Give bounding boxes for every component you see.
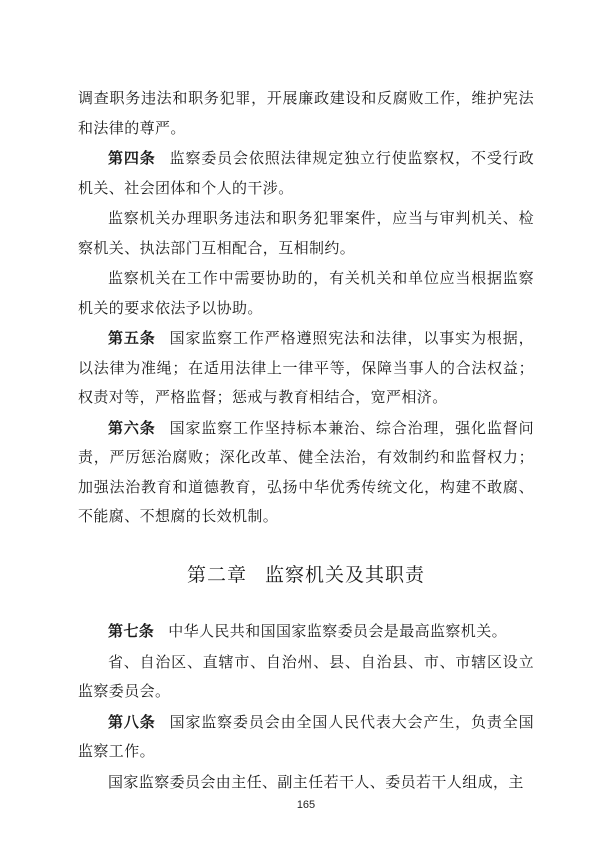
paragraph-text: 监察机关在工作中需要协助的，有关机关和单位应当根据监察机关的要求依法予以协助。 <box>78 269 534 317</box>
chapter-number: 第二章 <box>186 564 247 586</box>
article-label: 第六条 <box>108 418 156 437</box>
paragraph-text: 国家监察工作坚持标本兼治、综合治理，强化监督问责，严厉惩治腐败；深化改革、健全法治，有效制约和监督权力；加强法治教育和道德教育，弘扬中华优秀传统文化，构建不敢腐、不能腐、不想腐的长效机制。 <box>78 418 534 525</box>
paragraph-text: 监察机关办理职务违法和职务犯罪案件，应当与审判机关、检察机关、执法部门互相配合，互相制约。 <box>78 209 534 257</box>
article-label: 第八条 <box>108 712 156 731</box>
paragraph-text: 省、自治区、直辖市、自治州、县、自治县、市、市辖区设立监察委员会。 <box>78 652 534 700</box>
chapter-title: 监察机关及其职责 <box>265 564 426 586</box>
paragraph-text: 国家监察委员会由主任、副主任若干人、委员若干人组成，主 <box>108 772 524 791</box>
article-7 <box>78 617 534 647</box>
article-6 <box>78 414 534 532</box>
paragraph-text: 监察委员会依照法律规定独立行使监察权，不受行政机关、社会团体和个人的干涉。 <box>78 149 534 197</box>
paragraph <box>78 768 534 798</box>
document-body-top <box>78 84 534 533</box>
article-5 <box>78 324 534 413</box>
paragraph <box>78 264 534 323</box>
paragraph-text: 中华人民共和国国家监察委员会是最高监察机关。 <box>168 622 508 640</box>
paragraph <box>78 204 534 263</box>
article-label: 第五条 <box>108 329 156 347</box>
article-8 <box>78 708 534 767</box>
article-4 <box>78 144 534 203</box>
paragraph <box>78 648 534 707</box>
paragraph-text: 国家监察委员会由全国人民代表大会产生，负责全国监察工作。 <box>78 712 534 760</box>
document-body-bottom <box>78 617 534 798</box>
paragraph-text: 国家监察工作严格遵照宪法和法律，以事实为根据，以法律为准绳；在适用法律上一律平等，保障当事人的合法权益；权责对等，严格监督；惩戒与教育相结合，宽严相济。 <box>78 329 534 406</box>
article-label: 第七条 <box>108 622 155 640</box>
article-label: 第四条 <box>108 149 156 167</box>
paragraph-continuation <box>78 84 534 143</box>
chapter-heading <box>78 560 534 587</box>
page-number: 165 <box>296 799 316 811</box>
paragraph-text: 调查职务违法和职务犯罪，开展廉政建设和反腐败工作，维护宪法和法律的尊严。 <box>78 89 534 137</box>
